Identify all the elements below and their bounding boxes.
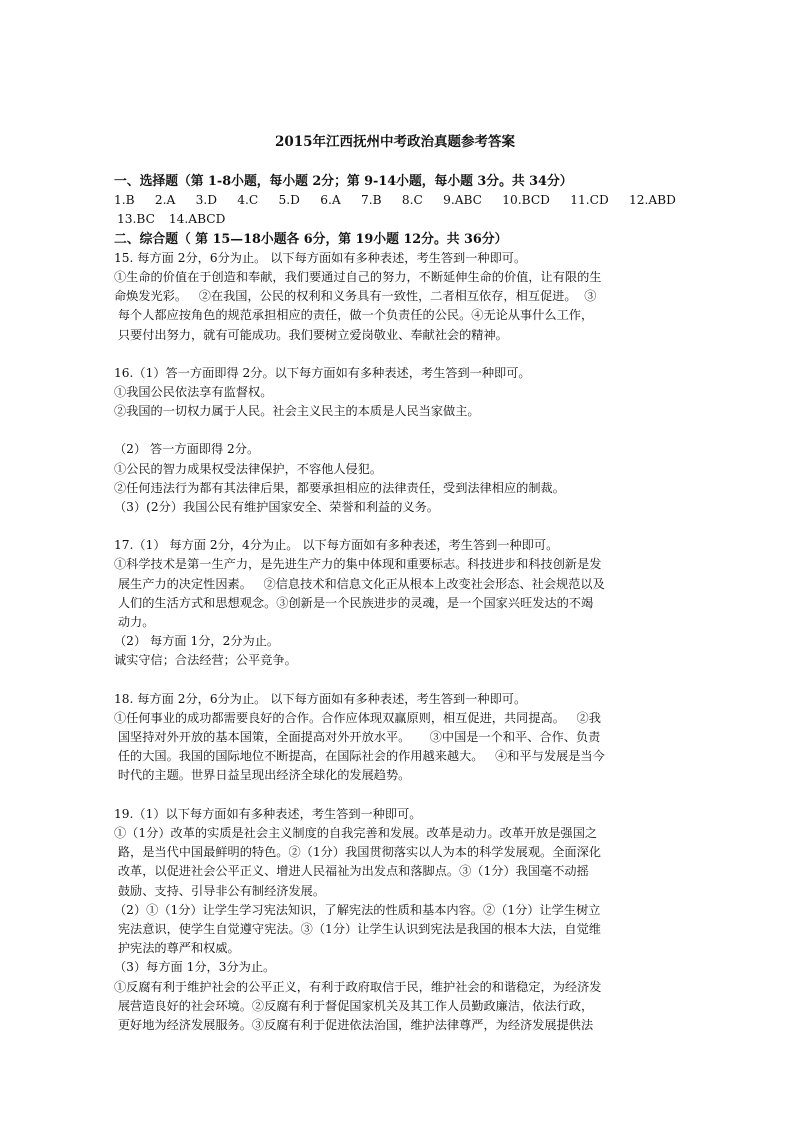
- answer-block: [114, 805, 676, 1035]
- answer-line: 时代的主题。世界日益呈现出经济全球化的发展趋势。: [114, 768, 411, 783]
- choice-answer: 14.ABCD: [168, 212, 226, 227]
- choice-answer: 3.D: [195, 193, 217, 208]
- answer-line: 展营造良好的社会环境。②反腐有利于督促国家机关及其工作人员勤政廉洁，依法行政，: [114, 998, 594, 1013]
- answer-line: ②我国的一切权力属于人民。社会主义民主的本质是人民当家做主。: [114, 404, 480, 419]
- answer-line: （2） 每方面 1分，2分为止。: [114, 634, 280, 649]
- choice-answer: 8.C: [401, 193, 423, 208]
- answer-line: （3）每方面 1分，3分为止。: [114, 960, 276, 975]
- choice-answer: 5.D: [278, 193, 300, 208]
- answer-line: 16.（1）答一方面即得 2分。以下每方面如有多种表述，考生答到一种即可。: [114, 365, 531, 380]
- block-spacer: [114, 517, 676, 536]
- block-spacer: [114, 421, 676, 440]
- choice-answer: 1.B: [114, 193, 135, 208]
- answer-line: 人们的生活方式和思想观念。③创新是一个民族进步的灵魂，是一个国家兴旺发达的不竭: [114, 595, 594, 610]
- answer-block: [114, 440, 676, 517]
- answer-line: （2） 答一方面即得 2分。: [114, 442, 260, 457]
- answer-line: 只要付出努力，就有可能成功。我们要树立爱岗敬业、奉献社会的精神。: [114, 327, 508, 342]
- answer-line: 诚实守信；合法经营；公平竞争。: [114, 653, 297, 668]
- answer-line: 17.（1） 每方面 2分，4分为止。 以下每方面如有多种表述，考生答到一种即可。: [114, 538, 559, 553]
- choice-answer: 7.B: [360, 193, 382, 208]
- answer-line: 15. 每方面 2分，6分为止。 以下每方面如有多种表述，考生答到一种即可。: [114, 250, 527, 265]
- answer-line: ①（1分）改革的实质是社会主义制度的自我完善和发展。改革是动力。改革开放是强国之: [114, 825, 598, 840]
- answer-line: 19.（1）以下每方面如有多种表述，考生答到一种即可。: [114, 806, 422, 821]
- answer-block: [114, 536, 676, 670]
- choice-answers-row-2: [114, 210, 676, 229]
- answer-blocks: [114, 249, 676, 1035]
- answer-line: （2）①（1分）让学生学习宪法知识，了解宪法的性质和基本内容。②（1分）让学生树立: [114, 902, 601, 917]
- answer-line: 命焕发光彩。 ②在我国，公民的权利和义务具有一致性，二者相互依存，相互促进。 ③: [114, 289, 597, 304]
- answer-content: [114, 132, 676, 1035]
- choice-answer: 9.ABC: [443, 193, 482, 208]
- answer-line: 改革，以促进社会公平正义、增进人民福祉为出发点和落脚点。③（1分）我国毫不动摇: [114, 864, 589, 879]
- choice-answer: 11.CD: [570, 193, 609, 208]
- choice-answer: 2.A: [154, 193, 176, 208]
- block-spacer: [114, 786, 676, 805]
- answer-line: ①任何事业的成功都需要良好的合作。合作应体现双赢原则，相互促进，共同提高。 ②我: [114, 710, 601, 725]
- answer-block: [114, 249, 676, 345]
- answer-block: [114, 364, 676, 422]
- choice-answers-row-1: [114, 191, 676, 210]
- answer-line: 国坚持对外开放的基本国策，全面提高对外开放水平。 ③中国是一个和平、合作、负责: [114, 730, 601, 745]
- answer-line: 宪法意识，使学生自觉遵守宪法。③（1分）让学生认识到宪法是我国的根本大法，自觉维: [114, 921, 601, 936]
- choice-answer: 10.BCD: [502, 193, 550, 208]
- answer-line: ①科学技术是第一生产力，是先进生产力的集中体现和重要标志。科技进步和科技创新是发: [114, 557, 602, 572]
- answer-line: 每个人都应按角色的规范承担相应的责任，做一个负责任的公民。④无论从事什么工作，: [114, 308, 594, 323]
- answer-block: [114, 690, 676, 786]
- answer-line: 更好地为经济发展服务。③反腐有利于促进依法治国，维护法律尊严，为经济发展提供法: [114, 1017, 594, 1032]
- choice-answer: 13.BC: [117, 212, 155, 227]
- answer-line: 任的大国。我国的国际地位不断提高，在国际社会的作用越来越大。 ④和平与发展是当今: [114, 749, 605, 764]
- answer-line: ①公民的智力成果权受法律保护，不容他人侵犯。: [114, 461, 383, 476]
- answer-line: ②任何违法行为都有其法律后果，都要承担相应的法律责任，受到法律相应的制裁。: [114, 480, 565, 495]
- answer-line: 展生产力的决定性因素。 ②信息技术和信息文化正从根本上改变社会形态、社会规范以及: [114, 576, 605, 591]
- answer-line: 护宪法的尊严和权威。: [114, 941, 240, 956]
- section-1-heading: 一、选择题（第 1-8小题，每小题 2分；第 9-14小题，每小题 3分。共 34分）: [114, 174, 573, 189]
- answer-line: （3）(2分）我国公民有维护国家安全、荣誉和利益的义务。: [114, 500, 439, 515]
- block-spacer: [114, 345, 676, 364]
- choice-answer: 6.A: [320, 193, 341, 208]
- section-2-heading: 二、综合题（ 第 15—18小题各 6分，第 19小题 12分。共 36分）: [114, 231, 508, 247]
- answer-line: 鼓励、支持、引导非公有制经济发展。: [114, 883, 326, 898]
- choice-answer: 12.ABD: [629, 193, 676, 208]
- answer-line: ①反腐有利于维护社会的公平正义，有利于政府取信于民，维护社会的和谐稳定，为经济发: [114, 979, 602, 994]
- answer-line: 动力。: [114, 615, 155, 630]
- block-spacer: [114, 671, 676, 690]
- answer-line: 路，是当代中国最鲜明的特色。②（1分）我国贯彻落实以人为本的科学发展观。全面深化: [114, 845, 601, 860]
- document-title: 2015年江西抚州中考政治真题参考答案: [274, 134, 516, 150]
- answer-line: 18. 每方面 2分，6分为止。 以下每方面如有多种表述，考生答到一种即可。: [114, 691, 527, 706]
- choice-answer: 4.C: [237, 193, 259, 208]
- answer-line: ①生命的价值在于创造和奉献，我们要通过自己的努力，不断延伸生命的价值，让有限的生: [114, 270, 602, 285]
- answer-line: ①我国公民依法享有监督权。: [114, 385, 273, 400]
